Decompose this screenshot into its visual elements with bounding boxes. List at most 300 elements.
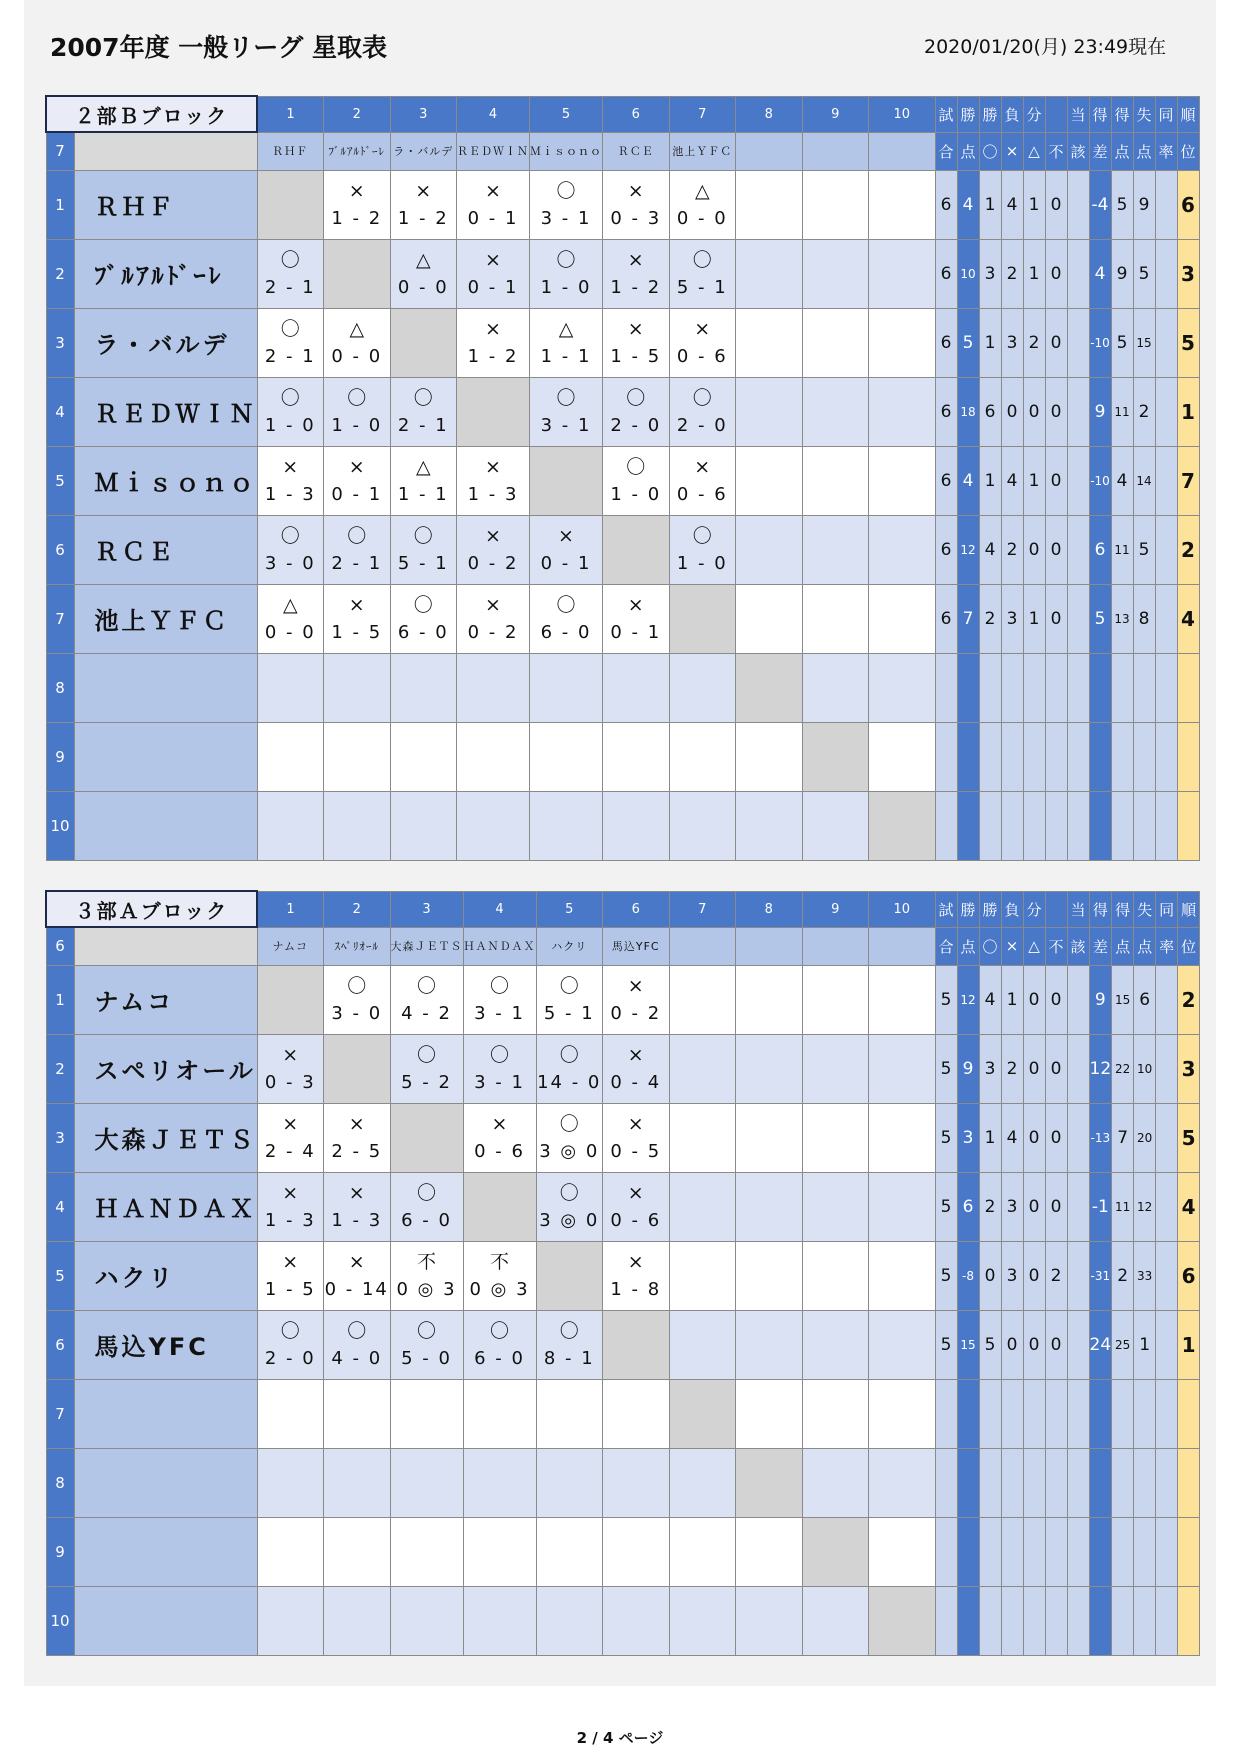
column-number: 10: [869, 891, 936, 927]
stat-label-bottom: 点: [1112, 927, 1134, 965]
match-score: 0 - 0: [331, 345, 383, 367]
stat-cell: [957, 1586, 979, 1655]
stat-cell: [1156, 1241, 1178, 1310]
result-symbol: [391, 727, 457, 757]
match-cell: [603, 1448, 670, 1517]
result-symbol: △: [349, 317, 365, 340]
stat-label-top: 得: [1089, 891, 1112, 927]
match-cell: [390, 791, 457, 860]
stat-cell: [1045, 653, 1067, 722]
result-symbol: [869, 1108, 935, 1138]
team-number: 10: [46, 1586, 74, 1655]
match-cell: [603, 965, 670, 1034]
team-name: 池上ＹＦＣ: [74, 584, 257, 653]
result-symbol: [869, 1453, 935, 1483]
stat-cell: [1045, 1379, 1067, 1448]
match-cell: [736, 239, 803, 308]
stat-cell: 4: [979, 515, 1001, 584]
opponent-short-name: ハクリ: [536, 927, 603, 965]
result-symbol: [537, 1246, 603, 1276]
result-symbol: ×: [415, 179, 432, 202]
stat-cell: 3: [1001, 308, 1023, 377]
match-cell: [669, 791, 736, 860]
stat-cell: [1155, 653, 1177, 722]
result-symbol: [736, 589, 802, 619]
match-score: 3 ◎ 0: [539, 1140, 600, 1162]
stat-cell: 0: [1045, 965, 1067, 1034]
match-cell: [802, 1586, 869, 1655]
result-symbol: [869, 382, 935, 412]
result-symbol: 〇: [556, 248, 576, 271]
result-symbol: △: [415, 455, 431, 478]
match-score: [670, 1138, 736, 1168]
result-symbol: ×: [485, 179, 501, 202]
team-name: [74, 1379, 257, 1448]
stat-label-bottom: ×: [1001, 132, 1023, 170]
result-symbol: [530, 658, 602, 688]
self-match-cell: [530, 446, 603, 515]
result-symbol: [603, 1315, 669, 1345]
stat-cell: [1067, 308, 1089, 377]
match-score: 14 - 0: [537, 1071, 602, 1093]
stat-cell: 25: [1112, 1310, 1134, 1379]
match-score: 0 - 2: [467, 621, 519, 643]
match-cell: [736, 377, 803, 446]
match-score: 1 - 5: [331, 621, 383, 643]
match-cell: [463, 1103, 536, 1172]
self-match-cell: [802, 722, 869, 791]
match-score: [324, 1069, 390, 1099]
match-score: 1 - 8: [610, 1278, 662, 1300]
result-symbol: [869, 451, 935, 481]
match-score: [803, 205, 869, 235]
match-score: 2 - 1: [264, 345, 316, 367]
match-cell: [869, 1241, 936, 1310]
stat-cell: 8: [1133, 584, 1155, 653]
stat-cell: 9: [1089, 377, 1111, 446]
match-cell: [669, 1310, 736, 1379]
match-cell: [669, 1241, 736, 1310]
stat-cell: 20: [1134, 1103, 1156, 1172]
result-symbol: 不: [489, 1250, 509, 1273]
stat-label-bottom: 該: [1067, 927, 1089, 965]
team-number: 7: [46, 584, 74, 653]
team-name: ＨＡＮＤＡＸ: [74, 1172, 257, 1241]
team-number: 10: [46, 791, 74, 860]
result-symbol: [464, 1522, 536, 1552]
team-number: 8: [46, 1448, 74, 1517]
match-cell: [463, 1448, 536, 1517]
stat-label-bottom: 率: [1155, 132, 1177, 170]
match-cell: [324, 515, 391, 584]
result-symbol: [869, 244, 935, 274]
match-score: 4 - 0: [331, 1347, 383, 1369]
match-cell: [736, 515, 803, 584]
stat-cell: 6: [935, 170, 957, 239]
stat-cell: [1133, 722, 1155, 791]
match-score: 3 - 1: [474, 1071, 525, 1093]
match-cell: [603, 722, 670, 791]
match-score: [258, 826, 324, 856]
stat-cell: [979, 791, 1001, 860]
self-match-cell: [736, 1448, 803, 1517]
result-symbol: 不: [416, 1250, 436, 1273]
team-row: [46, 515, 1199, 584]
result-symbol: △: [558, 317, 574, 340]
self-match-cell: [463, 1172, 536, 1241]
match-score: [803, 274, 869, 304]
match-cell: [257, 377, 324, 446]
match-cell: [257, 1103, 324, 1172]
team-row: [46, 653, 1199, 722]
stat-cell: [1177, 791, 1199, 860]
match-score: [324, 688, 390, 718]
match-score: [869, 757, 935, 787]
stat-cell: 1: [1023, 584, 1045, 653]
team-row: [46, 308, 1199, 377]
result-symbol: [803, 1453, 869, 1483]
stat-label-bottom: 点: [1134, 927, 1156, 965]
stat-cell: 10: [1134, 1034, 1156, 1103]
result-symbol: 〇: [626, 386, 646, 409]
timestamp: 2020/01/20(月) 23:49現在: [924, 36, 1167, 58]
stat-cell: 2: [1112, 1241, 1134, 1310]
stat-cell: 11: [1112, 1172, 1134, 1241]
result-symbol: [736, 244, 802, 274]
result-symbol: [391, 1384, 463, 1414]
match-cell: [390, 1448, 463, 1517]
match-cell: [736, 1379, 803, 1448]
match-score: 0 - 1: [610, 621, 662, 643]
match-score: [869, 343, 935, 373]
self-match-cell: [869, 791, 936, 860]
result-symbol: [324, 1591, 390, 1621]
stat-cell: 1: [979, 308, 1001, 377]
result-symbol: 〇: [692, 524, 712, 547]
result-symbol: [670, 658, 736, 688]
team-name: [74, 653, 257, 722]
match-score: [736, 274, 802, 304]
result-symbol: [869, 1246, 935, 1276]
match-cell: [257, 515, 324, 584]
stat-cell: [1112, 1379, 1134, 1448]
match-score: [736, 1414, 802, 1444]
stat-cell: 5: [935, 1103, 957, 1172]
result-symbol: [603, 796, 669, 826]
match-cell: [869, 1103, 936, 1172]
match-score: 5 - 1: [676, 276, 728, 298]
stat-cell: [1045, 1517, 1067, 1586]
match-cell: [869, 1310, 936, 1379]
match-score: 1 - 3: [331, 1209, 383, 1231]
result-symbol: ×: [627, 1112, 644, 1135]
stat-cell: [1178, 1586, 1200, 1655]
match-cell: [669, 1034, 736, 1103]
match-score: [391, 757, 457, 787]
result-symbol: [869, 1384, 935, 1414]
team-number: 2: [46, 1034, 74, 1103]
opponent-short-name: [869, 927, 936, 965]
result-symbol: [736, 382, 802, 412]
stat-cell: 5: [935, 965, 957, 1034]
opponent-short-name: 大森ＪＥＴＳ: [390, 927, 463, 965]
stat-cell: 1: [1177, 377, 1199, 446]
match-score: [464, 1207, 536, 1237]
stat-cell: 0: [1045, 1310, 1067, 1379]
stat-cell: [935, 1448, 957, 1517]
match-score: [258, 1000, 324, 1030]
result-symbol: ×: [694, 317, 711, 340]
match-cell: [603, 170, 670, 239]
stat-cell: 0: [1045, 1103, 1067, 1172]
stat-cell: 5: [1133, 239, 1155, 308]
stat-cell: [935, 722, 957, 791]
match-score: [603, 1345, 669, 1375]
opponent-short-name: ＲＨＦ: [257, 132, 324, 170]
result-symbol: ×: [627, 1181, 644, 1204]
match-score: [869, 1483, 935, 1513]
stat-label-bottom: 点: [957, 132, 979, 170]
team-name: スペリオール: [74, 1034, 257, 1103]
stat-cell: [979, 1586, 1001, 1655]
stat-label-bottom: 〇: [979, 132, 1001, 170]
match-cell: [869, 515, 936, 584]
match-cell: [603, 1034, 670, 1103]
match-score: 1 - 0: [264, 414, 316, 436]
match-score: [530, 826, 602, 856]
match-cell: [736, 170, 803, 239]
stat-cell: 0: [1023, 515, 1045, 584]
team-name: [74, 1586, 257, 1655]
stat-cell: 9: [1111, 239, 1133, 308]
team-name: 大森ＪＥＴＳ: [74, 1103, 257, 1172]
column-number: 6: [603, 96, 670, 132]
stat-cell: [1111, 722, 1133, 791]
stat-cell: [935, 1517, 957, 1586]
match-score: [464, 1552, 536, 1582]
match-score: [530, 757, 602, 787]
match-score: [464, 1621, 536, 1651]
result-symbol: [324, 658, 390, 688]
match-score: [869, 1207, 935, 1237]
stat-label-top: 勝: [957, 891, 979, 927]
result-symbol: [258, 1522, 324, 1552]
team-name: [74, 1517, 257, 1586]
result-symbol: [391, 1453, 463, 1483]
column-number: 2: [324, 891, 391, 927]
match-score: 0 - 1: [331, 483, 383, 505]
stat-cell: -8: [957, 1241, 979, 1310]
match-cell: [536, 1310, 603, 1379]
stat-cell: 4: [1001, 170, 1023, 239]
match-score: [258, 205, 324, 235]
stat-cell: -13: [1089, 1103, 1112, 1172]
match-cell: [669, 1172, 736, 1241]
result-symbol: ×: [627, 317, 644, 340]
match-score: [603, 550, 669, 580]
team-name: [74, 722, 257, 791]
match-cell: [869, 965, 936, 1034]
result-symbol: 〇: [692, 386, 712, 409]
match-score: [391, 1483, 463, 1513]
result-symbol: ×: [485, 248, 501, 271]
stat-cell: [1156, 1034, 1178, 1103]
match-score: [464, 1414, 536, 1444]
stat-cell: [1111, 791, 1133, 860]
result-symbol: [670, 1384, 736, 1414]
stat-cell: [1067, 1310, 1089, 1379]
stat-cell: 0: [1023, 1103, 1045, 1172]
match-score: [391, 343, 457, 373]
stat-cell: [1156, 1172, 1178, 1241]
result-symbol: [869, 658, 935, 688]
match-score: 0 - 2: [610, 1002, 662, 1024]
stat-cell: 15: [957, 1310, 979, 1379]
stat-cell: [1155, 791, 1177, 860]
match-cell: [603, 791, 670, 860]
match-cell: [736, 791, 803, 860]
stat-cell: 2: [1001, 1034, 1023, 1103]
result-symbol: [803, 1591, 869, 1621]
match-cell: [669, 653, 736, 722]
result-symbol: 〇: [556, 179, 576, 202]
match-score: [324, 826, 390, 856]
match-score: [869, 1552, 935, 1582]
match-score: [736, 1552, 802, 1582]
result-symbol: [736, 970, 802, 1000]
stat-cell: 6: [1178, 1241, 1200, 1310]
stat-label-bottom: 点: [1111, 132, 1133, 170]
match-score: [670, 688, 736, 718]
team-row: [46, 446, 1199, 515]
stat-cell: 4: [979, 965, 1001, 1034]
stat-label-bottom: ×: [1001, 927, 1023, 965]
opponent-short-name: [736, 132, 803, 170]
stat-label-top: 得: [1112, 891, 1134, 927]
stat-cell: 6: [935, 239, 957, 308]
match-cell: [324, 965, 391, 1034]
match-cell: [530, 515, 603, 584]
result-symbol: [464, 1453, 536, 1483]
stat-cell: 0: [1001, 377, 1023, 446]
result-symbol: [869, 313, 935, 343]
team-number: 8: [46, 653, 74, 722]
result-symbol: [457, 796, 529, 826]
stat-label-bottom: 点: [957, 927, 979, 965]
team-name: ＲＥＤＷＩＮ: [74, 377, 257, 446]
match-score: 5 - 1: [397, 552, 449, 574]
match-cell: [390, 377, 457, 446]
opponent-short-name: [869, 132, 936, 170]
stat-label-top: 分: [1023, 96, 1045, 132]
match-cell: [736, 308, 803, 377]
result-symbol: [457, 382, 529, 412]
stat-cell: 0: [1023, 965, 1045, 1034]
self-match-cell: [669, 584, 736, 653]
match-cell: [669, 308, 736, 377]
match-cell: [390, 1379, 463, 1448]
match-score: 0 ◎ 3: [469, 1278, 530, 1300]
result-symbol: [537, 1384, 603, 1414]
match-cell: [802, 446, 869, 515]
stat-cell: [1089, 1586, 1112, 1655]
stat-cell: [1001, 1586, 1023, 1655]
match-cell: [324, 377, 391, 446]
block-table-3a: [45, 890, 1200, 1656]
team-count: 7: [46, 132, 74, 170]
match-cell: [669, 170, 736, 239]
match-cell: [324, 1241, 391, 1310]
opponent-short-name: ラ・バルデ: [390, 132, 457, 170]
stat-cell: [1156, 1448, 1178, 1517]
match-score: 1 - 2: [610, 276, 662, 298]
match-score: 1 - 2: [467, 345, 519, 367]
match-cell: [802, 308, 869, 377]
page-number: 2 / 4 ページ: [576, 1729, 664, 1747]
match-cell: [390, 584, 457, 653]
match-score: 1 - 1: [397, 483, 449, 505]
stat-cell: [1067, 1379, 1089, 1448]
stat-cell: 3: [1001, 584, 1023, 653]
match-score: [869, 1069, 935, 1099]
match-cell: [736, 1103, 803, 1172]
team-row: [46, 965, 1200, 1034]
match-score: 0 - 1: [467, 276, 519, 298]
match-cell: [802, 1034, 869, 1103]
match-score: [670, 1207, 736, 1237]
match-cell: [324, 722, 391, 791]
match-score: [803, 1414, 869, 1444]
match-score: [457, 688, 529, 718]
match-score: 3 - 1: [474, 1002, 525, 1024]
result-symbol: [670, 1591, 736, 1621]
match-score: [258, 757, 324, 787]
match-score: 1 - 0: [331, 414, 383, 436]
result-symbol: 〇: [556, 386, 576, 409]
result-symbol: 〇: [416, 1181, 436, 1204]
match-score: 1 - 2: [331, 207, 383, 229]
match-cell: [324, 1310, 391, 1379]
result-symbol: 〇: [413, 524, 433, 547]
opponent-short-name: ナムコ: [257, 927, 324, 965]
match-score: [736, 481, 802, 511]
stat-cell: 1: [1178, 1310, 1200, 1379]
match-cell: [463, 1379, 536, 1448]
stat-cell: [1134, 1379, 1156, 1448]
result-symbol: [869, 589, 935, 619]
stat-cell: [1067, 584, 1089, 653]
match-score: [537, 1414, 603, 1444]
stat-label-bottom: 率: [1156, 927, 1178, 965]
match-score: 2 - 1: [264, 276, 316, 298]
result-symbol: [324, 796, 390, 826]
stat-cell: [1155, 584, 1177, 653]
stat-cell: 1: [1023, 170, 1045, 239]
result-symbol: △: [415, 248, 431, 271]
team-name: ＲＣＥ: [74, 515, 257, 584]
result-symbol: [803, 1522, 869, 1552]
match-score: [324, 1414, 390, 1444]
match-score: [803, 1483, 869, 1513]
match-score: [803, 826, 869, 856]
match-score: [803, 619, 869, 649]
team-count-filler: [74, 132, 257, 170]
result-symbol: [803, 1039, 869, 1069]
team-row: [46, 791, 1199, 860]
match-cell: [736, 446, 803, 515]
team-count-filler: [74, 927, 257, 965]
match-cell: [869, 1448, 936, 1517]
